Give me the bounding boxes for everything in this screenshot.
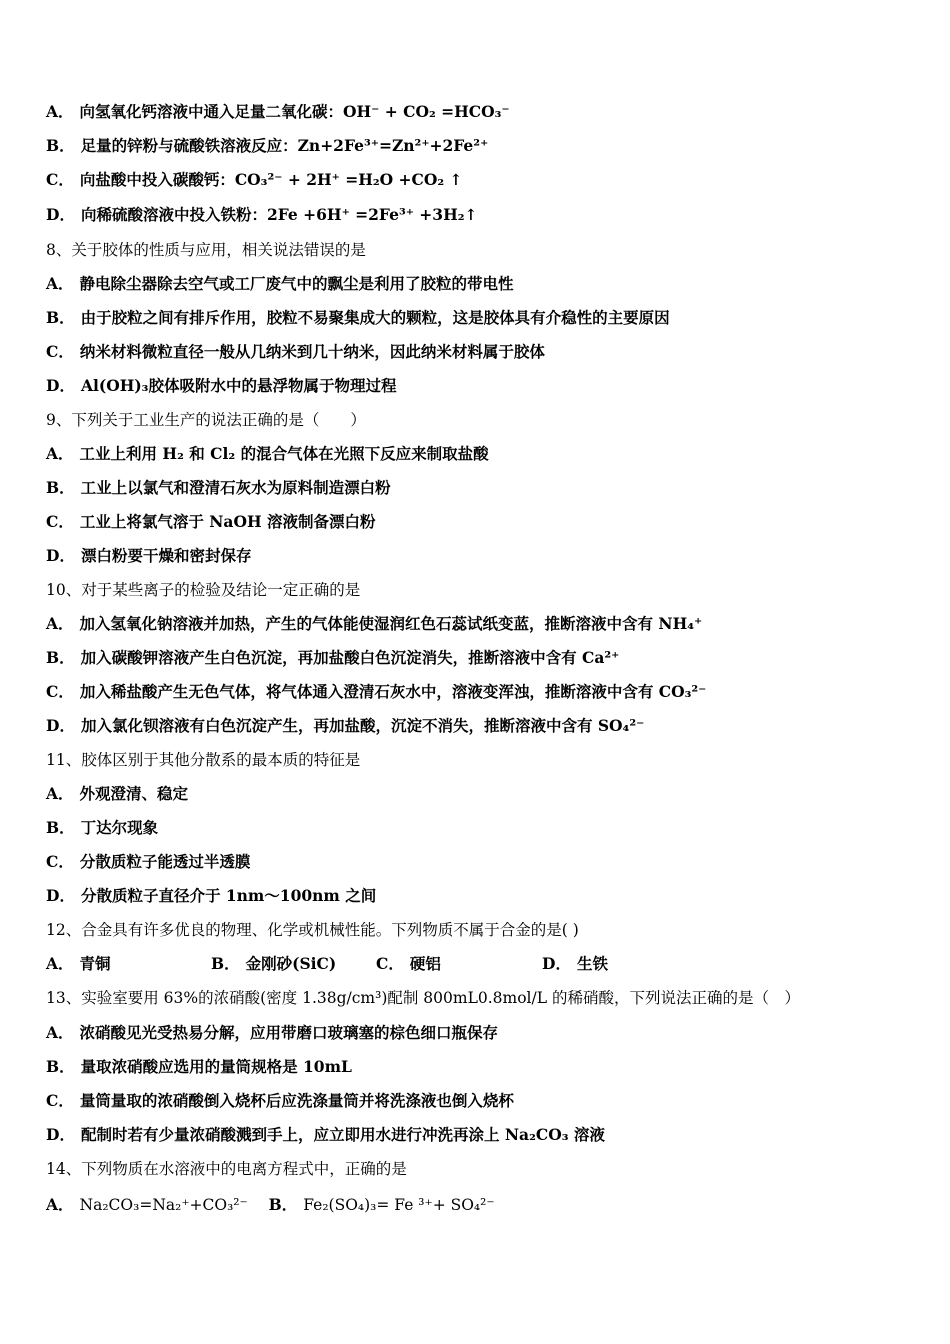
q10-option-d: [46, 716, 644, 736]
q9-option-d: [46, 546, 251, 566]
q8-option-d: [46, 376, 396, 396]
option-text: 加入氯化钡溶液有白色沉淀产生，再加盐酸，沉淀不消失，推断溶液中含有 SO₄²⁻: [80, 716, 645, 735]
option-label: C．: [46, 682, 74, 701]
q11-option-b: [46, 818, 158, 838]
option-label: A．: [46, 444, 74, 463]
q12-option-c: [376, 954, 441, 974]
option-label: D．: [542, 954, 571, 973]
option-label: A．: [46, 1195, 74, 1214]
option-text: 生铁: [576, 954, 608, 973]
option-text: 向稀硫酸溶液中投入铁粉：2Fe +6H⁺ =2Fe³⁺ +3H₂↑: [80, 205, 478, 224]
option-label: C．: [46, 512, 74, 531]
option-label: B．: [46, 478, 75, 497]
option-text: 加入稀盐酸产生无色气体，将气体通入澄清石灰水中，溶液变浑浊，推断溶液中含有 CO₃²⁻: [79, 682, 707, 701]
q9-option-a: [46, 444, 489, 464]
option-label: B．: [46, 308, 75, 327]
option-label: D．: [46, 716, 75, 735]
q11-option-d: [46, 886, 376, 906]
q10-option-c: [46, 682, 706, 702]
option-label: B．: [46, 136, 75, 155]
option-text: 浓硝酸见光受热易分解，应用带磨口玻璃塞的棕色细口瓶保存: [79, 1023, 499, 1042]
option-label: A．: [46, 954, 74, 973]
q14-options-row: [46, 1195, 495, 1215]
q13-option-d: [46, 1125, 605, 1145]
option-text: 配制时若有少量浓硝酸溅到手上，应立即用水进行冲洗再涂上 Na₂CO₃ 溶液: [80, 1125, 605, 1144]
option-label: A．: [46, 614, 74, 633]
option-text: 金刚砂(SiC): [245, 954, 337, 973]
q13-option-a: [46, 1023, 498, 1043]
q7-option-a: [46, 102, 510, 122]
option-text: 青铜: [79, 954, 111, 973]
q10-stem: 10、对于某些离子的检验及结论一定正确的是: [46, 581, 361, 599]
option-label: D．: [46, 546, 75, 565]
q13-stem: 13、实验室要用 63%的浓硝酸(密度 1.38g/cm³)配制 800mL0.8mol/L 的稀硝酸，下列说法正确的是（ ）: [46, 989, 800, 1007]
option-label: C．: [46, 1091, 74, 1110]
option-label: B．: [268, 1195, 298, 1214]
q11-stem: 11、胶体区别于其他分散系的最本质的特征是: [46, 751, 361, 769]
option-label: A．: [46, 274, 74, 293]
q7-option-c: [46, 170, 463, 190]
option-text: 工业上将氯气溶于 NaOH 溶液制备漂白粉: [79, 512, 376, 531]
option-label: D．: [46, 376, 75, 395]
option-label: C．: [46, 170, 74, 189]
q11-option-c: [46, 852, 250, 872]
q12-option-d: [542, 954, 608, 974]
option-text: 足量的锌粉与硫酸铁溶液反应：Zn+2Fe³⁺=Zn²⁺+2Fe²⁺: [80, 136, 489, 155]
option-text: 量筒量取的浓硝酸倒入烧杯后应洗涤量筒并将洗涤液也倒入烧杯: [79, 1091, 514, 1110]
option-label: B．: [46, 648, 75, 667]
option-text: 加入氢氧化钠溶液并加热，产生的气体能使湿润红色石蕊试纸变蓝，推断溶液中含有 NH₄⁺: [79, 614, 703, 633]
q13-option-b: [46, 1057, 352, 1077]
q12-stem: 12、合金具有许多优良的物理、化学或机械性能。下列物质不属于合金的是( ): [46, 921, 579, 939]
option-label: A．: [46, 784, 74, 803]
q9-option-b: [46, 478, 391, 498]
option-text: 分散质粒子能透过半透膜: [79, 852, 251, 871]
q11-option-a: [46, 784, 188, 804]
option-text: 静电除尘器除去空气或工厂废气中的飘尘是利用了胶粒的带电性: [79, 274, 514, 293]
q8-option-a: [46, 274, 514, 294]
option-text: 向盐酸中投入碳酸钙：CO₃²⁻ + 2H⁺ =H₂O +CO₂ ↑: [79, 170, 463, 189]
option-text: 加入碳酸钾溶液产生白色沉淀，再加盐酸白色沉淀消失，推断溶液中含有 Ca²⁺: [80, 648, 620, 667]
q7-option-d: [46, 205, 478, 225]
option-label: B．: [211, 954, 240, 973]
q9-option-c: [46, 512, 376, 532]
option-label: B．: [46, 818, 75, 837]
q10-option-b: [46, 648, 619, 668]
option-text: 丁达尔现象: [80, 818, 159, 837]
q12-option-b: [211, 954, 336, 974]
q10-option-a: [46, 614, 702, 634]
option-text: 漂白粉要干燥和密封保存: [80, 546, 252, 565]
option-label: C．: [376, 954, 404, 973]
q8-option-b: [46, 308, 670, 328]
option-label: D．: [46, 1125, 75, 1144]
option-text: Fe₂(SO₄)₃= Fe ³⁺+ SO₄²⁻: [303, 1196, 495, 1214]
option-text: 工业上利用 H₂ 和 Cl₂ 的混合气体在光照下反应来制取盐酸: [79, 444, 489, 463]
option-text: 硬铝: [409, 954, 441, 973]
option-text: Al(OH)₃胶体吸附水中的悬浮物属于物理过程: [80, 376, 397, 395]
option-label: C．: [46, 852, 74, 871]
option-text: 外观澄清、稳定: [79, 784, 189, 803]
option-text: 纳米材料微粒直径一般从几纳米到几十纳米，因此纳米材料属于胶体: [79, 342, 545, 361]
q8-option-c: [46, 342, 545, 362]
option-text: Na₂CO₃=Na₂⁺+CO₃²⁻: [79, 1196, 248, 1214]
option-text: 分散质粒子直径介于 1nm～100nm 之间: [80, 886, 377, 905]
q14-stem: 14、下列物质在水溶液中的电离方程式中，正确的是: [46, 1160, 407, 1178]
option-text: 工业上以氯气和澄清石灰水为原料制造漂白粉: [80, 478, 391, 497]
q14-option-a: [46, 1196, 248, 1214]
q7-option-b: [46, 136, 488, 156]
q9-stem: 9、下列关于工业生产的说法正确的是（ ）: [46, 411, 366, 429]
option-text: 由于胶粒之间有排斥作用，胶粒不易聚集成大的颗粒，这是胶体具有介稳性的主要原因: [80, 308, 670, 327]
option-label: A．: [46, 102, 74, 121]
q12-option-a: [46, 954, 111, 974]
option-label: C．: [46, 342, 74, 361]
q12-options-row: [46, 954, 906, 974]
q13-option-c: [46, 1091, 514, 1111]
option-label: A．: [46, 1023, 74, 1042]
option-label: D．: [46, 205, 75, 224]
option-label: B．: [46, 1057, 75, 1076]
option-text: 向氢氧化钙溶液中通入足量二氧化碳：OH⁻ + CO₂ =HCO₃⁻: [79, 102, 510, 121]
option-text: 量取浓硝酸应选用的量筒规格是 10mL: [80, 1057, 352, 1076]
option-label: D．: [46, 886, 75, 905]
q8-stem: 8、关于胶体的性质与应用，相关说法错误的是: [46, 241, 366, 259]
q14-option-b: [269, 1196, 495, 1214]
